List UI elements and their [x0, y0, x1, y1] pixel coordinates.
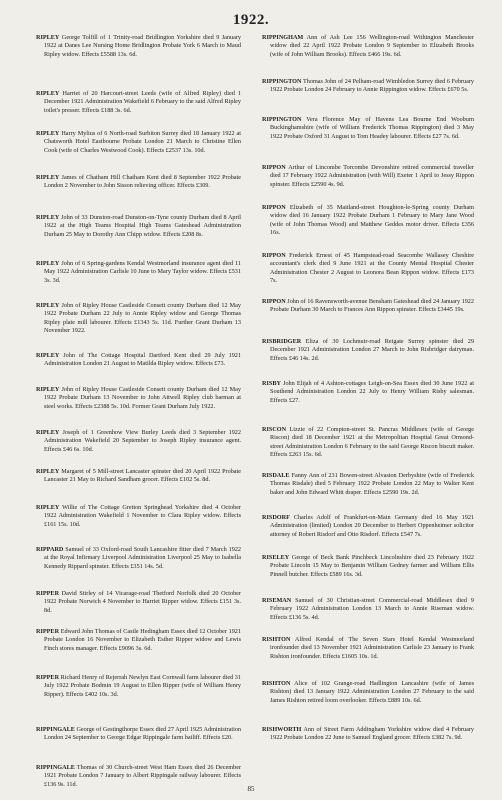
register-entry: [262, 252, 474, 285]
entry-text: John Elijah of 4 Ashton-cottages Leigh-on-Sea Essex died 30 June 1922 at Southend Administration London 22 July to Henry William Risby salesman. Effects £27.: [270, 380, 475, 404]
entry-surname: RIPPINGTON: [262, 78, 302, 85]
entry-surname: RISBRIDGER: [262, 338, 302, 345]
register-entry: [262, 164, 474, 189]
register-entry: [36, 468, 241, 485]
entry-surname: RISDALE: [262, 472, 290, 479]
entry-surname: RIPPINGHAM: [262, 34, 304, 41]
entry-text: Samuel of 30 Christian-street Commercial-road Middlesex died 9 February 1922 Administration London 13 March to Annie Riseman widow. Effects £136 5s. 4d.: [270, 597, 474, 621]
entry-surname: RIPPON: [262, 204, 286, 211]
entry-surname: RIPLEY: [36, 504, 60, 511]
entry-surname: RISELEY: [262, 554, 290, 561]
entry-text: Margaret of 5 Mill-street Lancaster spinster died 20 April 1922 Probate Lancaster 21 May to Richard Sandham grocer. Effects £102 5s. 8d.: [44, 468, 242, 484]
entry-text: Thomas of 30 Church-street West Ham Essex died 26 December 1921 Probate London 7 January to Albert Rippingale railway labourer. Effects £136 9s. 11d.: [44, 764, 241, 788]
register-entry: [36, 302, 241, 335]
entry-text: John of Ripley House Castleside Consett county Durham died 12 May 1922 Probate Durham 22 July to Annie Ripley widow and George Thomas Ripley plate mill labourer. Effects £1343 5s. 11d. Further Grant Durham 13 November 1922.: [44, 302, 241, 334]
entry-surname: RISHTON: [262, 680, 291, 687]
register-entry: [36, 386, 241, 411]
entry-text: Edward John Thomas of Castle Hedingham Essex died 12 October 1921 Probate London 16 November to Elizabeth Esther Ripper widow and Lewis Finch stores manager. Effects £9096 3s. 6d.: [44, 628, 241, 652]
entry-surname: RIPPER: [36, 628, 60, 635]
register-entry: [262, 726, 474, 743]
entry-surname: RIPLEY: [36, 429, 60, 436]
entry-surname: RISHWORTH: [262, 726, 302, 733]
entry-text: Fanny Ann of 231 Bowen-street Alvaston Derbyshire (wife of Frederick Thomas Risdale) died 5 February 1922 Probate London 22 May to Walter Kent baker and John Edward Whitt draper. Effects £2590 19s. 2d.: [270, 472, 475, 496]
entry-surname: RISCON: [262, 426, 287, 433]
entry-surname: RISBY: [262, 380, 281, 387]
register-entry: [262, 426, 474, 459]
entry-text: Lizzie of 22 Compton-street St. Pancras Middlesex (wife of George Riscon) died 18 December 1921 at the Metropolitan Hospital Great Ormond-street Administration London 6 February to the said George Riscon biscuit maker. Effects £263 15s. 6d.: [270, 426, 475, 458]
entry-surname: RISHTON: [262, 636, 291, 643]
register-entry: [36, 130, 241, 155]
entry-text: John of Ripley House Castleside Consett county Durham died 12 May 1922 Probate Durham 13 November to John Attwell Ripley club barman at steel works. Effects £2388 5s. 10d. Former Grant Durham July 1922.: [44, 386, 241, 410]
register-entry: [36, 34, 241, 59]
register-entry: [36, 674, 241, 699]
entry-text: Thomas John of 24 Pelham-road Wimbledon Surrey died 6 February 1922 Probate London 24 February to Annie Rippington widow. Effects £670 5s.: [270, 78, 474, 94]
register-entry: [262, 338, 474, 363]
register-entry: [262, 680, 474, 705]
register-entry: [262, 636, 474, 661]
register-entry: [36, 628, 241, 653]
register-entry: [262, 204, 474, 237]
entry-surname: RIPLEY: [36, 174, 60, 181]
entry-surname: RIPLEY: [36, 130, 60, 137]
entry-text: Vera Florence May of Havens Lea Bourne End Wooburn Buckinghamshire (wife of William Frederick Thomas Rippington) died 3 May 1922 Probate Oxford 31 August to Tom Headey labourer. Effects £27 7s. 6d.: [270, 116, 474, 140]
entry-surname: RIPLEY: [36, 302, 60, 309]
register-entry: [36, 90, 241, 115]
entry-text: Willie of The Cottage Gretton Springhead Yorkshire died 4 October 1922 Administration Wakefield 1 November to Clara Ripley widow. Effects £161 15s. 10d.: [44, 504, 241, 528]
entry-text: Harry Mylius of 6 North-road Surbiton Surrey died 18 January 1922 at Chatsworth Hotel Eastbourne Probate London 21 March to Christine Ellen Cook (wife of Charles Westwood Cook). Effects £2537 13s. 10d.: [44, 130, 242, 154]
entry-text: Alice of 102 Grange-road Hadlington Lancashire (wife of James Rishton) died 13 January 1922 Administration London 27 February to the said James Rishton retired loom overlooker. Effects £889 10s. 6d.: [270, 680, 474, 704]
page-number: 85: [247, 785, 255, 793]
entry-surname: RIPPINGALE: [36, 764, 75, 771]
register-entry: [262, 116, 474, 141]
entry-surname: RIPPINGALE: [36, 726, 75, 733]
entry-text: Charles Adolf of Frankfurt-on-Main Germany died 16 May 1921 Administration (limited) London 20 December to Herbert Oppenheimer solicitor attorney of Robert Risdorf and Otto Risdorf. Effects £547 7s.: [270, 514, 475, 538]
register-entry: [36, 504, 241, 529]
register-entry: [36, 260, 241, 285]
entry-surname: RIPLEY: [36, 468, 60, 475]
register-entry: [36, 174, 241, 191]
entry-surname: RIPPINGTON: [262, 116, 302, 123]
register-entry: [262, 298, 474, 315]
register-entry: [262, 78, 474, 95]
register-entry: [36, 546, 241, 571]
page-year-heading: 1922.: [232, 12, 270, 28]
register-entry: [36, 352, 241, 369]
entry-text: Samuel of 33 Oxford-road South Lancashire fitter died 7 March 1922 at the Royal Infirmary Liverpool Administration Liverpool 25 May to Isabella Kennedy Rippard spinster. Effects £351 14s. 5d.: [44, 546, 242, 570]
entry-text: Richard Henry of Rejerrah Newlyn East Cornwall farm labourer died 31 July 1922 Probate Bodmin 19 August to Ellen Ripper (wife of William Henry Ripper). Effects £402 10s. 3d.: [44, 674, 241, 698]
entry-text: Ann of Street Farm Addingham Yorkshire widow died 4 February 1922 Probate London 22 June to Samuel England grocer. Effects £382 7s. 9d.: [270, 726, 474, 742]
entry-text: David Stirley of 14 Vicarage-road Thetford Norfolk died 20 October 1922 Probate Norwich 4 November to Harriet Ripper widow. Effects £151 3s. 8d.: [44, 590, 241, 614]
entry-text: Alfred Kendal of The Seven Stars Hotel Kendal Westmorland ironfounder died 13 November 1921 Administration Carlisle 23 January to Frank Rishton ironfounder. Effects £1605 10s. 1d.: [270, 636, 474, 660]
entry-surname: RIPLEY: [36, 260, 60, 267]
entry-text: George Tolfill of 1 Trinity-road Bridlington Yorkshire died 9 January 1922 at Danes Lee Nursing Home Bridlington Probate York 6 March to Maud Ripley widow. Effects £5588 13s. 6d.: [44, 34, 241, 58]
entry-surname: RIPLEY: [36, 352, 60, 359]
entry-text: Arthur of Lincombe Torcombe Devonshire retired commercial traveller died 17 February 1922 Administration (with Will) Exeter 1 April to Jessy Rippon spinster. Effects £2590 4s. 9d.: [270, 164, 474, 188]
entry-text: John of The Cottage Hospital Dartford Kent died 29 July 1921 Administration London 21 August to Matilda Ripley widow. Effects £73.: [44, 352, 241, 368]
entry-surname: RIPPER: [36, 674, 60, 681]
entry-text: John of 6 Spring-gardens Kendal Westmorland insurance agent died 11 May 1922 Administration Carlisle 10 June to Mary Taylor widow. Effects £531 3s. 3d.: [44, 260, 242, 284]
entry-text: Joseph of 1 Greenhow View Burley Leeds died 3 September 1922 Administration Wakefield 20 September to Joseph Ripley insurance agent. Effects £46 6s. 10d.: [44, 429, 241, 453]
entry-surname: RIPLEY: [36, 386, 60, 393]
entry-surname: RIPLEY: [36, 34, 60, 41]
entry-text: George of Beck Bank Pinchbeck Lincolnshire died 23 February 1922 Probate Lincoln 15 May to Benjamin William Gedney farmer and William Ellis Pinnell butcher. Effects £589 16s. 3d.: [270, 554, 475, 578]
entry-text: John of 16 Ravensworth-avenue Bensham Gateshead died 24 January 1922 Probate Durham 30 March to Frances Ann Rippon spinster. Effects £3445 19s.: [270, 298, 474, 314]
entry-surname: RIPPON: [262, 252, 286, 259]
entry-text: Harriet of 20 Harcourt-street Leeds (wife of Alfred Ripley) died 1 December 1921 Administration Wakefield 6 February to the said Alfred Ripley toilet's presser. Effects £188 3s. 6d.: [44, 90, 241, 114]
entry-text: Eliza of 30 Lochmuir-road Reigate Surrey spinster died 29 December 1921 Administration London 27 March to John Risbridger dairyman. Effects £46 14s. 2d.: [270, 338, 474, 362]
register-entry: [262, 554, 474, 579]
register-entry: [36, 429, 241, 454]
entry-surname: RIPLEY: [36, 90, 60, 97]
register-entry: [262, 597, 474, 622]
entry-text: John of 33 Dunston-road Dunston-on-Tyne county Durham died 8 April 1922 at the High Teams Hospital High Teams Gateshead Administration Durham 25 May to Dorothy Ann Chipp widow. Effects £208 8s.: [44, 214, 242, 238]
entry-surname: RIPLEY: [36, 214, 60, 221]
entry-surname: RISEMAN: [262, 597, 292, 604]
register-entry: [36, 214, 241, 239]
register-entry: [262, 380, 474, 405]
register-entry: [36, 726, 241, 743]
entry-surname: RIPPON: [262, 298, 286, 305]
entry-surname: RIPPON: [262, 164, 286, 171]
entry-text: Frederick Ernest of 45 Hampstead-road Seacombe Wallasey Cheshire accountant's clerk died 9 June 1921 at the County Mental Hospital Chester Administration Chester 2 August to Leonora Bean Rippon widow. Effects £173 7s.: [270, 252, 475, 284]
entry-text: Ann of Ash Lee 156 Wellington-road Withington Manchester widow died 22 April 1922 Probate London 9 September to Elizabeth Brooks (wife of John William Brooks). Effects £466 19s. 6d.: [270, 34, 474, 58]
entry-text: George of Gestingthorpe Essex died 27 April 1925 Administration London 24 September to George Edgar Rippingale farm bailiff. Effects £20.: [44, 726, 241, 742]
entry-surname: RIPPER: [36, 590, 60, 597]
register-entry: [262, 34, 474, 59]
entry-surname: RISDORF: [262, 514, 290, 521]
register-entry: [262, 514, 474, 539]
entry-text: James of Chatham Hill Chatham Kent died 8 September 1922 Probate London 2 November to John Sisson relieving officer. Effects £309.: [44, 174, 241, 190]
register-entry: [36, 590, 241, 615]
entry-text: Elizabeth of 35 Maitland-street Houghton-le-Spring county Durham widow died 16 January 1922 Probate Durham 1 February to Mary Jane Wood (wife of John Thomas Wood) and Matthew Geddes motor driver. Effects £356 16s.: [270, 204, 474, 236]
entry-surname: RIPPARD: [36, 546, 64, 553]
register-entry: [262, 472, 474, 497]
